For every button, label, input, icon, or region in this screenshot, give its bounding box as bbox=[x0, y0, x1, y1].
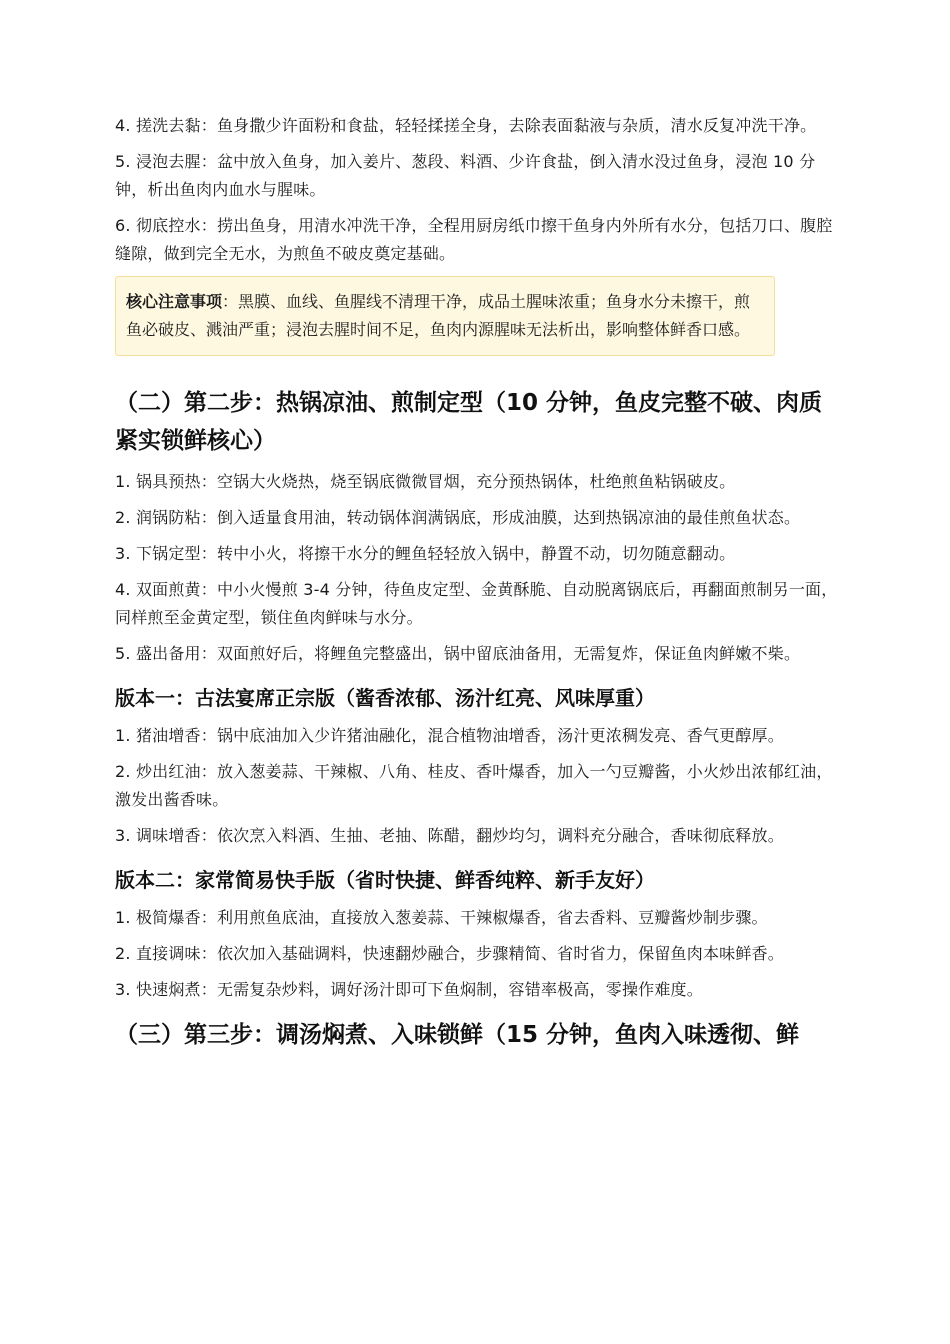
step-item: 3. 快速焖煮：无需复杂炒料，调好汤汁即可下鱼焖制，容错率极高，零操作难度。 bbox=[115, 980, 703, 999]
step-item: 4. 双面煎黄：中小火慢煎 3-4 分钟，待鱼皮定型、金黄酥脆、自动脱离锅底后，再翻面煎制另一面，同样煎至金黄定型，锁住鱼肉鲜味与水分。 bbox=[115, 580, 838, 627]
key-notes-text: ：黑膜、血线、鱼腥线不清理干净，成品土腥味浓重；鱼身水分未擦干，煎鱼必破皮、溅油严重；浸泡去腥时间不足，鱼肉内源腥味无法析出，影响整体鲜香口感。 bbox=[126, 292, 751, 339]
step-item: 6. 彻底控水：捞出鱼身，用清水冲洗干净，全程用厨房纸巾擦干鱼身内外所有水分，包括刀口、腹腔缝隙，做到完全无水，为煎鱼不破皮奠定基础。 bbox=[115, 216, 833, 263]
step-item: 5. 浸泡去腥：盆中放入鱼身，加入姜片、葱段、料酒、少许食盐，倒入清水没过鱼身，浸泡 10 分钟，析出鱼肉内血水与腥味。 bbox=[115, 152, 816, 199]
key-notes-label: 核心注意事项 bbox=[126, 292, 223, 311]
version-heading-home: 版本二：家常简易快手版（省时快捷、鲜香纯粹、新手友好） bbox=[115, 868, 655, 892]
step-item: 3. 调味增香：依次烹入料酒、生抽、老抽、陈醋，翻炒均匀，调料充分融合，香味彻底释放。 bbox=[115, 826, 784, 845]
step-item: 1. 猪油增香：锅中底油加入少许猪油融化，混合植物油增香，汤汁更浓稠发亮、香气更醇厚。 bbox=[115, 726, 784, 745]
step-item: 1. 极简爆香：利用煎鱼底油，直接放入葱姜蒜、干辣椒爆香，省去香料、豆瓣酱炒制步骤。 bbox=[115, 908, 768, 927]
step-item: 2. 润锅防粘：倒入适量食用油，转动锅体润满锅底，形成油膜，达到热锅凉油的最佳煎鱼状态。 bbox=[115, 508, 801, 527]
step-item: 1. 锅具预热：空锅大火烧热，烧至锅底微微冒烟，充分预热锅体，杜绝煎鱼粘锅破皮。 bbox=[115, 472, 736, 491]
step-item: 2. 直接调味：依次加入基础调料，快速翻炒融合，步骤精简、省时省力，保留鱼肉本味鲜香。 bbox=[115, 944, 784, 963]
version-heading-classic: 版本一：古法宴席正宗版（酱香浓郁、汤汁红亮、风味厚重） bbox=[115, 686, 655, 710]
step-item: 2. 炒出红油：放入葱姜蒜、干辣椒、八角、桂皮、香叶爆香，加入一勺豆瓣酱，小火炒出浓郁红油，激发出酱香味。 bbox=[115, 762, 833, 809]
section-heading-step2: （二）第二步：热锅凉油、煎制定型（10 分钟，鱼皮完整不破、肉质紧实锁鲜核心） bbox=[115, 390, 823, 454]
step-item: 3. 下锅定型：转中小火，将擦干水分的鲤鱼轻轻放入锅中，静置不动，切勿随意翻动。 bbox=[115, 544, 736, 563]
document-page bbox=[115, 112, 840, 1062]
step-item: 4. 搓洗去黏：鱼身撒少许面粉和食盐，轻轻揉搓全身，去除表面黏液与杂质，清水反复冲洗干净。 bbox=[115, 116, 817, 135]
section-heading-step3: （三）第三步：调汤焖煮、入味锁鲜（15 分钟，鱼肉入味透彻、鲜 bbox=[115, 1022, 800, 1048]
key-notes-callout bbox=[115, 276, 775, 356]
step-item: 5. 盛出备用：双面煎好后，将鲤鱼完整盛出，锅中留底油备用，无需复炸，保证鱼肉鲜嫩不柴。 bbox=[115, 644, 801, 663]
